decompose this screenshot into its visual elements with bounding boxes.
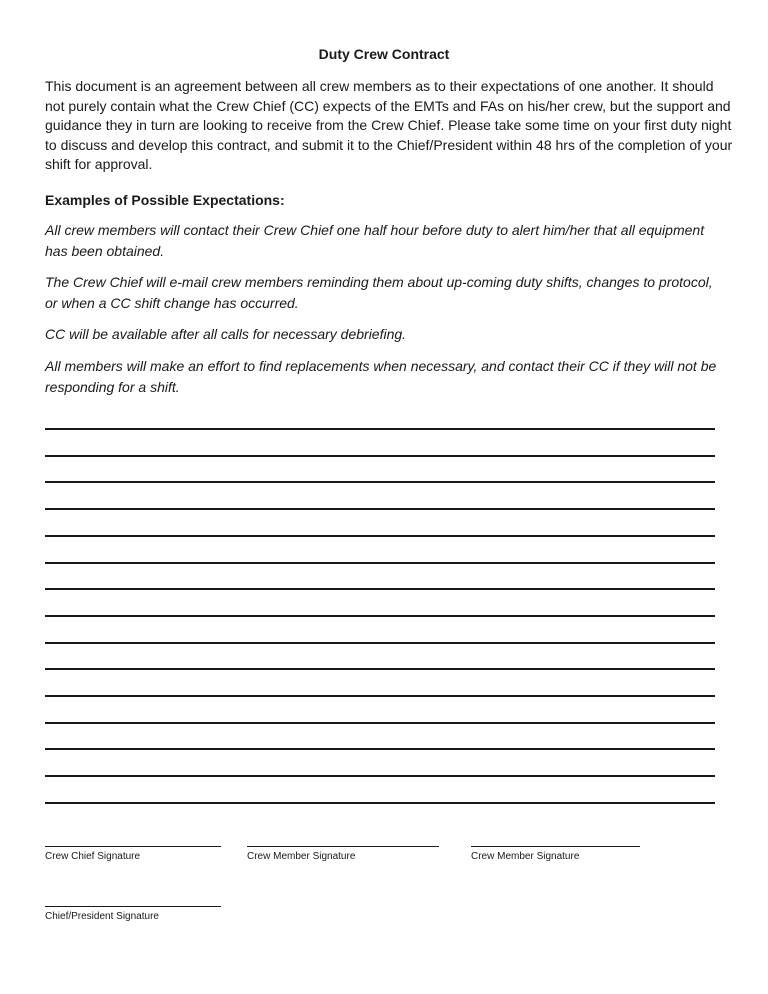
example-item: All crew members will contact their Crew Chief one half hour before duty to alert him/her that all equipment has been obtained.	[45, 222, 705, 259]
crew-member-signature-label-1: Crew Member Signature	[247, 851, 356, 862]
examples-heading: Examples of Possible Expectations:	[45, 192, 285, 208]
example-item: CC will be available after all calls for necessary debriefing.	[45, 326, 407, 342]
example-item: The Crew Chief will e-mail crew members reminding them about up-coming duty shifts, changes to protocol, or when a CC shift change has occurred.	[45, 274, 713, 311]
writing-line[interactable]	[45, 722, 715, 724]
writing-line[interactable]	[45, 615, 715, 617]
writing-line[interactable]	[45, 455, 715, 457]
crew-chief-signature-label: Crew Chief Signature	[45, 851, 141, 862]
writing-line[interactable]	[45, 668, 715, 670]
intro-paragraph: This document is an agreement between all crew members as to their expectations of one another. It should not purely contain what the Crew Chief (CC) expects of the EMTs and FAs on his/her crew, but the support and guidance they in turn are looking to receive from the Crew Chief. Please take some time on your first duty night to discuss and develop this contract, and submit it to the Chief/President within 48 hrs of the completion of your shift for approval.	[45, 78, 733, 172]
crew-member-signature-line-1[interactable]	[247, 846, 439, 847]
writing-line[interactable]	[45, 428, 715, 430]
chief-president-signature-line[interactable]	[45, 906, 221, 907]
writing-line[interactable]	[45, 508, 715, 510]
crew-member-signature-label-2: Crew Member Signature	[471, 851, 580, 862]
writing-line[interactable]	[45, 588, 715, 590]
crew-member-signature-line-2[interactable]	[471, 846, 640, 847]
crew-chief-signature-line[interactable]	[45, 846, 221, 847]
writing-line[interactable]	[45, 562, 715, 564]
writing-line[interactable]	[45, 481, 715, 483]
writing-line[interactable]	[45, 775, 715, 777]
chief-president-signature-label: Chief/President Signature	[45, 911, 159, 922]
writing-line[interactable]	[45, 748, 715, 750]
writing-line[interactable]	[45, 642, 715, 644]
writing-line[interactable]	[45, 535, 715, 537]
writing-line[interactable]	[45, 802, 715, 804]
writing-line[interactable]	[45, 695, 715, 697]
example-item: All members will make an effort to find replacements when necessary, and contact their CC if they will not be responding for a shift.	[45, 358, 717, 395]
document-title: Duty Crew Contract	[318, 46, 450, 62]
